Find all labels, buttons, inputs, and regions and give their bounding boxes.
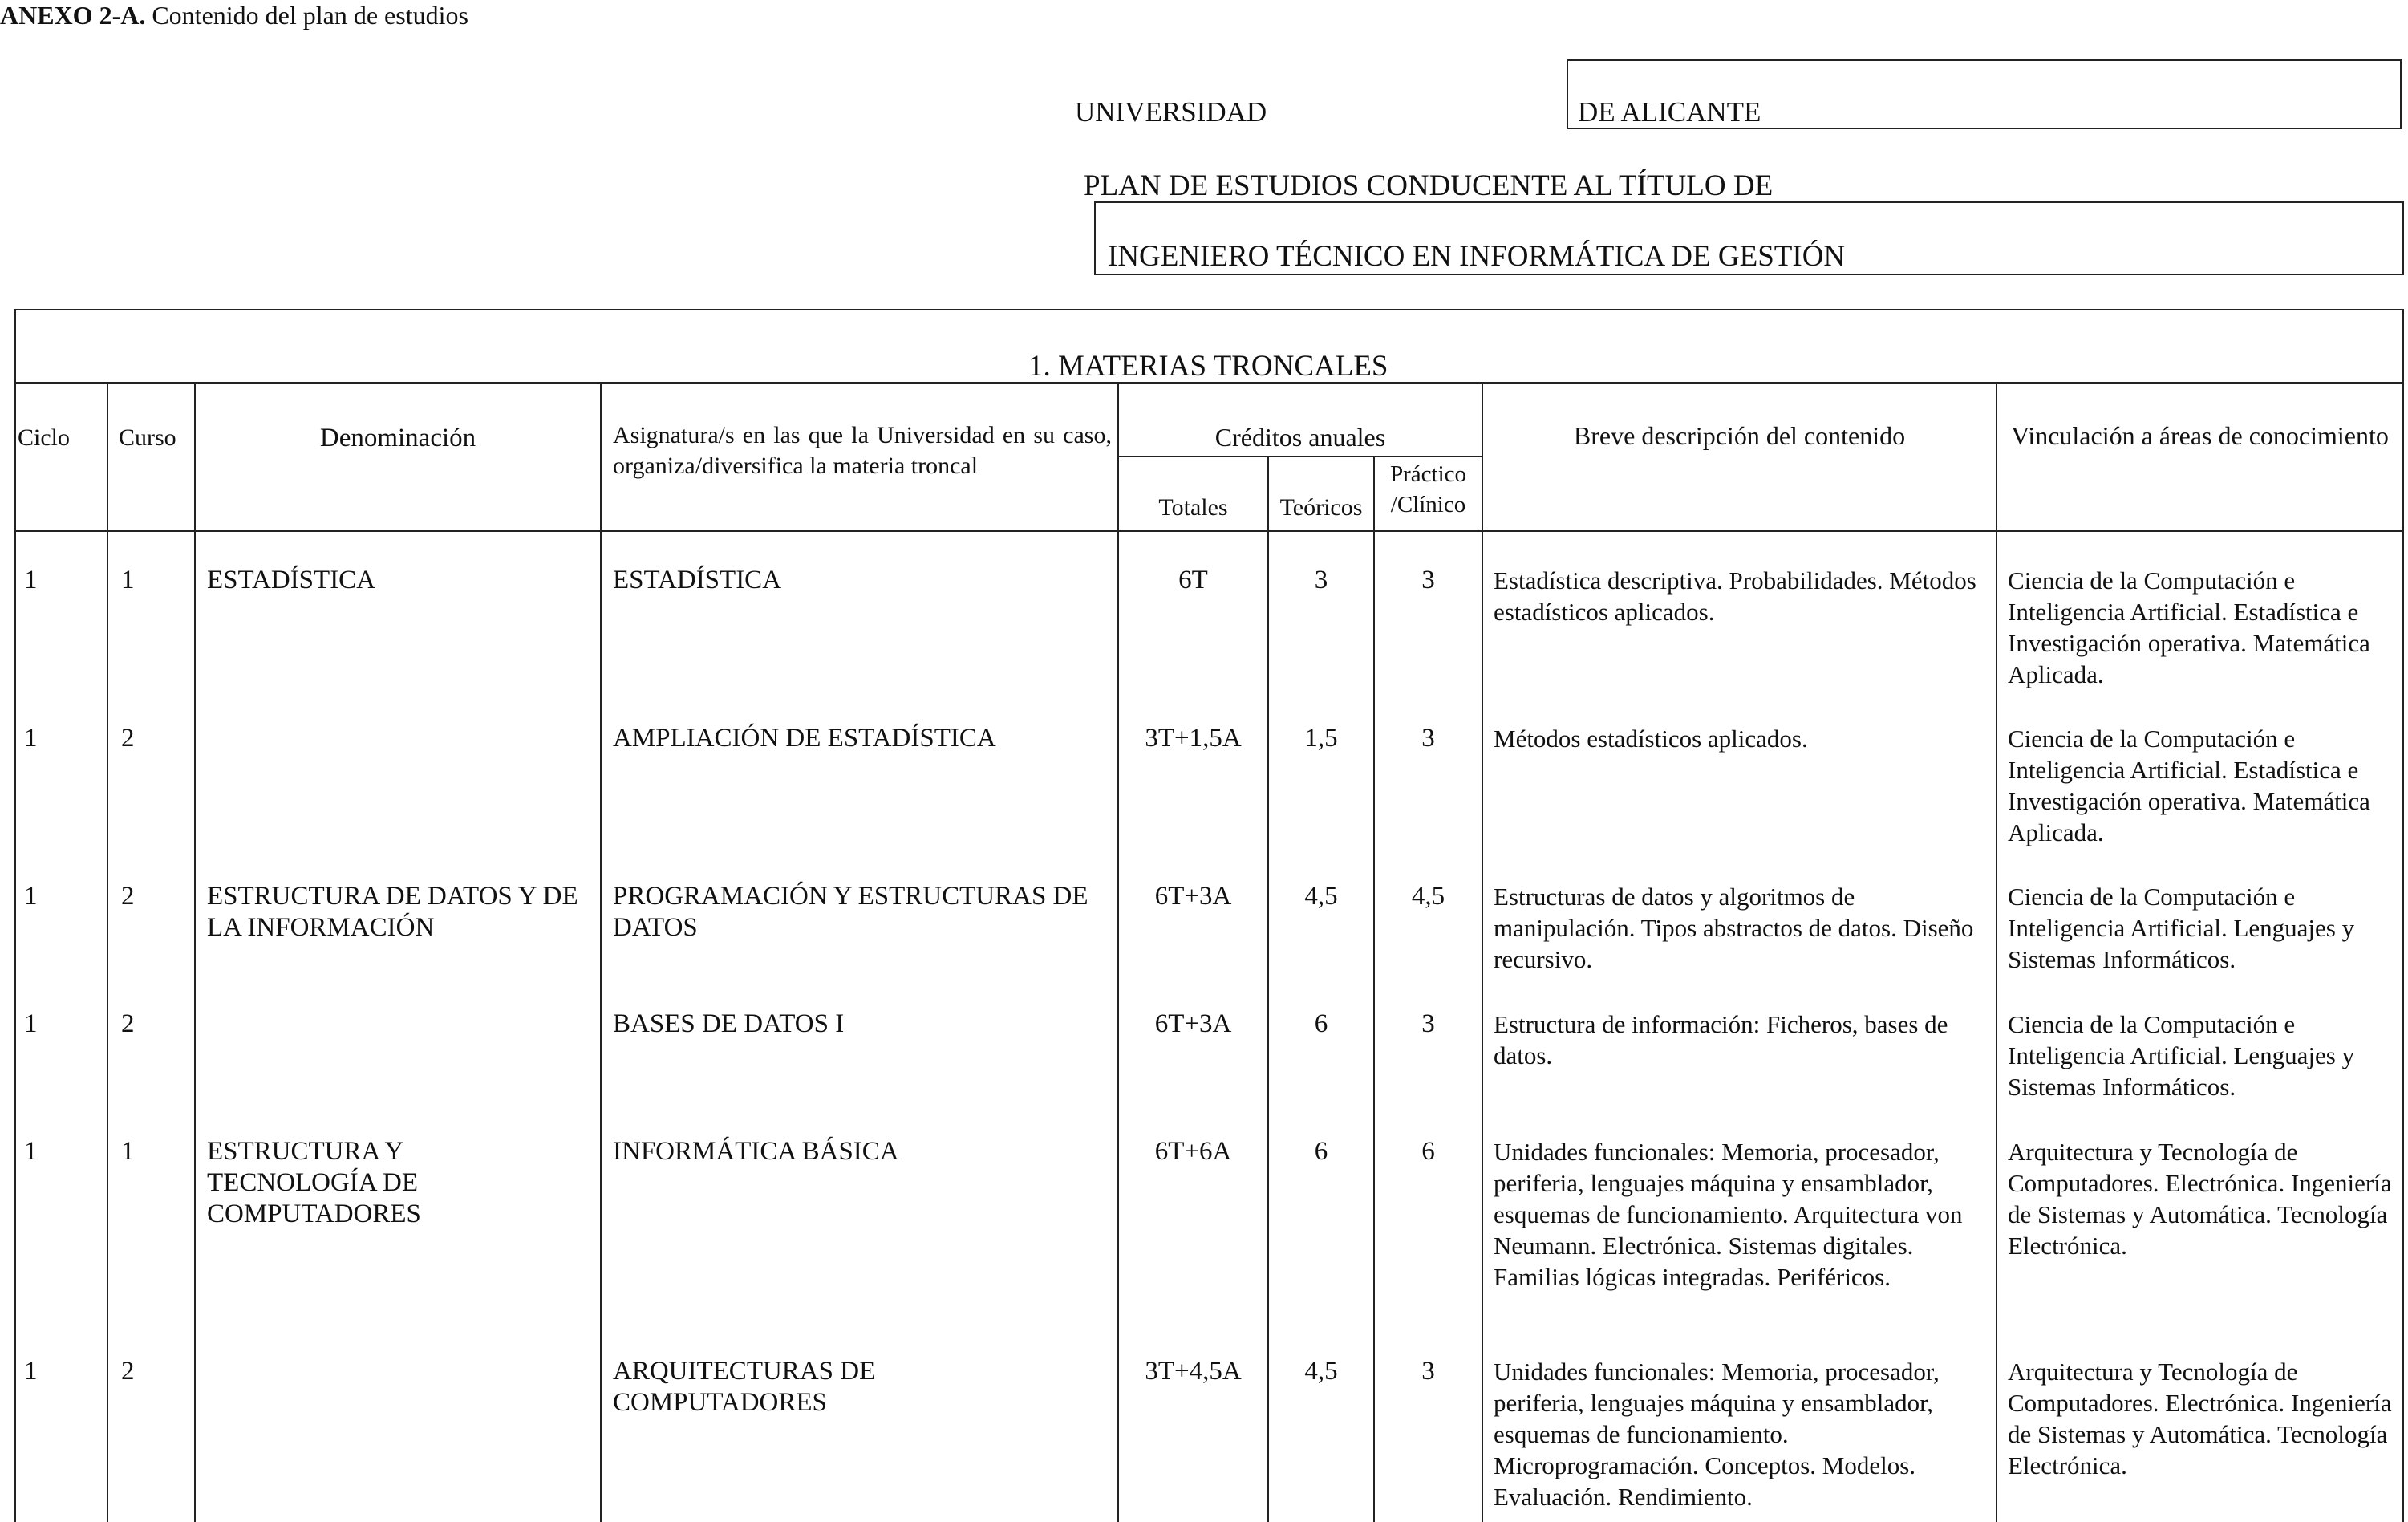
university-name: DE ALICANTE <box>1578 96 1761 128</box>
row-totales: 6T <box>1178 566 1208 595</box>
col-divider <box>1482 382 1483 1522</box>
row-asignatura: PROGRAMACIÓN Y ESTRUCTURAS DE DATOS <box>613 882 1088 942</box>
row-totales: 6T+6A <box>1154 1137 1232 1166</box>
row-ciclo: 1 <box>24 1357 38 1386</box>
university-label: UNIVERSIDAD <box>1075 96 1267 128</box>
row-curso: 2 <box>121 1009 135 1038</box>
row-practico: 6 <box>1421 1137 1435 1166</box>
row-descripcion: Unidades funcionales: Memoria, procesador, periferia, lenguajes máquina y ensamblador, esquemas de funcionamiento. Microprogramación. Conceptos. Modelos. Evaluación. Rendimiento. <box>1494 1358 1940 1511</box>
row-curso: 1 <box>121 1137 135 1166</box>
row-descripcion: Estadística descriptiva. Probabilidades. Métodos estadísticos aplicados. <box>1494 566 1976 626</box>
header-practico: Práctico /Clínico <box>1389 461 1466 517</box>
row-descripcion: Unidades funcionales: Memoria, procesador, periferia, lenguajes máquina y ensamblador, esquemas de funcionamiento. Arquitectura von Neumann. Electrónica. Sistemas digitales. Familias lógicas integradas. Periféricos. <box>1494 1138 1963 1291</box>
row-descripcion: Métodos estadísticos aplicados. <box>1494 724 1808 753</box>
header-vinculacion: Vinculación a áreas de conocimiento <box>2011 421 2389 450</box>
header-creditos: Créditos anuales <box>1214 423 1386 452</box>
row-totales: 3T+1,5A <box>1145 724 1242 753</box>
row-curso: 1 <box>121 566 135 595</box>
header-divider <box>14 530 2404 532</box>
header-descripcion: Breve descripción del contenido <box>1573 421 1906 450</box>
col-divider <box>1117 382 1119 1522</box>
annex-heading <box>0 0 468 30</box>
row-ciclo: 1 <box>24 566 38 595</box>
row-ciclo: 1 <box>24 1009 38 1038</box>
plan-label: PLAN DE ESTUDIOS CONDUCENTE AL TÍTULO DE <box>1084 169 1774 202</box>
row-asignatura: AMPLIACIÓN DE ESTADÍSTICA <box>613 724 996 753</box>
row-totales: 6T+3A <box>1154 1009 1232 1038</box>
row-teoricos: 1,5 <box>1304 724 1338 753</box>
row-practico: 3 <box>1421 1357 1435 1386</box>
col-divider <box>1996 382 1997 1522</box>
col-divider <box>107 382 108 1522</box>
row-vinculacion: Ciencia de la Computación e Inteligencia Artificial. Estadística e Investigación operativa. Matemática Aplicada. <box>2008 724 2370 846</box>
row-vinculacion: Ciencia de la Computación e Inteligencia Artificial. Estadística e Investigación operativa. Matemática Aplicada. <box>2008 566 2370 688</box>
row-teoricos: 4,5 <box>1304 1357 1338 1386</box>
col-divider <box>194 382 196 1522</box>
header-denominacion: Denominación <box>319 424 476 453</box>
row-teoricos: 6 <box>1314 1009 1328 1038</box>
row-asignatura: ESTADÍSTICA <box>613 566 782 595</box>
row-descripcion: Estructura de información: Ficheros, bases de datos. <box>1494 1010 1948 1069</box>
row-vinculacion: Ciencia de la Computación e Inteligencia Artificial. Lenguajes y Sistemas Informáticos. <box>2008 883 2355 973</box>
row-vinculacion: Arquitectura y Tecnología de Computadores. Electrónica. Ingeniería de Sistemas y Automática. Tecnología Electrónica. <box>2008 1138 2392 1260</box>
row-asignatura: ARQUITECTURAS DE COMPUTADORES <box>613 1357 876 1417</box>
row-curso: 2 <box>121 882 135 911</box>
row-curso: 2 <box>121 724 135 753</box>
credits-divider <box>1118 456 1482 457</box>
header-totales: Totales <box>1158 494 1228 521</box>
row-denominacion: ESTRUCTURA Y TECNOLOGÍA DE COMPUTADORES <box>207 1137 421 1228</box>
col-divider <box>600 382 602 1522</box>
annex-prefix: ANEXO 2-A. <box>0 1 146 30</box>
row-ciclo: 1 <box>24 724 38 753</box>
row-asignatura: BASES DE DATOS I <box>613 1009 845 1038</box>
row-asignatura: INFORMÁTICA BÁSICA <box>613 1137 899 1166</box>
header-teoricos: Teóricos <box>1279 494 1363 521</box>
row-vinculacion: Arquitectura y Tecnología de Computadores. Electrónica. Ingeniería de Sistemas y Automática. Tecnología Electrónica. <box>2008 1358 2392 1479</box>
row-curso: 2 <box>121 1357 135 1386</box>
row-practico: 4,5 <box>1411 882 1445 911</box>
row-teoricos: 6 <box>1314 1137 1328 1166</box>
row-ciclo: 1 <box>24 882 38 911</box>
header-curso: Curso <box>119 424 176 451</box>
degree-name: INGENIERO TÉCNICO EN INFORMÁTICA DE GESTIÓN <box>1108 240 1846 273</box>
row-teoricos: 3 <box>1314 566 1328 595</box>
row-totales: 6T+3A <box>1154 882 1232 911</box>
header-ciclo: Ciclo <box>18 424 70 451</box>
row-vinculacion: Ciencia de la Computación e Inteligencia Artificial. Lenguajes y Sistemas Informáticos. <box>2008 1010 2355 1101</box>
row-practico: 3 <box>1421 1009 1435 1038</box>
row-denominacion: ESTADÍSTICA <box>207 566 376 595</box>
annex-title: Contenido del plan de estudios <box>152 1 468 30</box>
row-denominacion: ESTRUCTURA DE DATOS Y DE LA INFORMACIÓN <box>207 882 578 942</box>
row-ciclo: 1 <box>24 1137 38 1166</box>
header-asignaturas: Asignatura/s en las que la Universidad en su caso, organiza/diversifica la materia troncal <box>613 422 1112 479</box>
row-descripcion: Estructuras de datos y algoritmos de manipulación. Tipos abstractos de datos. Diseño recursivo. <box>1494 883 1974 973</box>
row-practico: 3 <box>1421 724 1435 753</box>
row-teoricos: 4,5 <box>1304 882 1338 911</box>
section-title: 1. MATERIAS TRONCALES <box>1028 350 1388 383</box>
row-practico: 3 <box>1421 566 1435 595</box>
row-totales: 3T+4,5A <box>1145 1357 1242 1386</box>
